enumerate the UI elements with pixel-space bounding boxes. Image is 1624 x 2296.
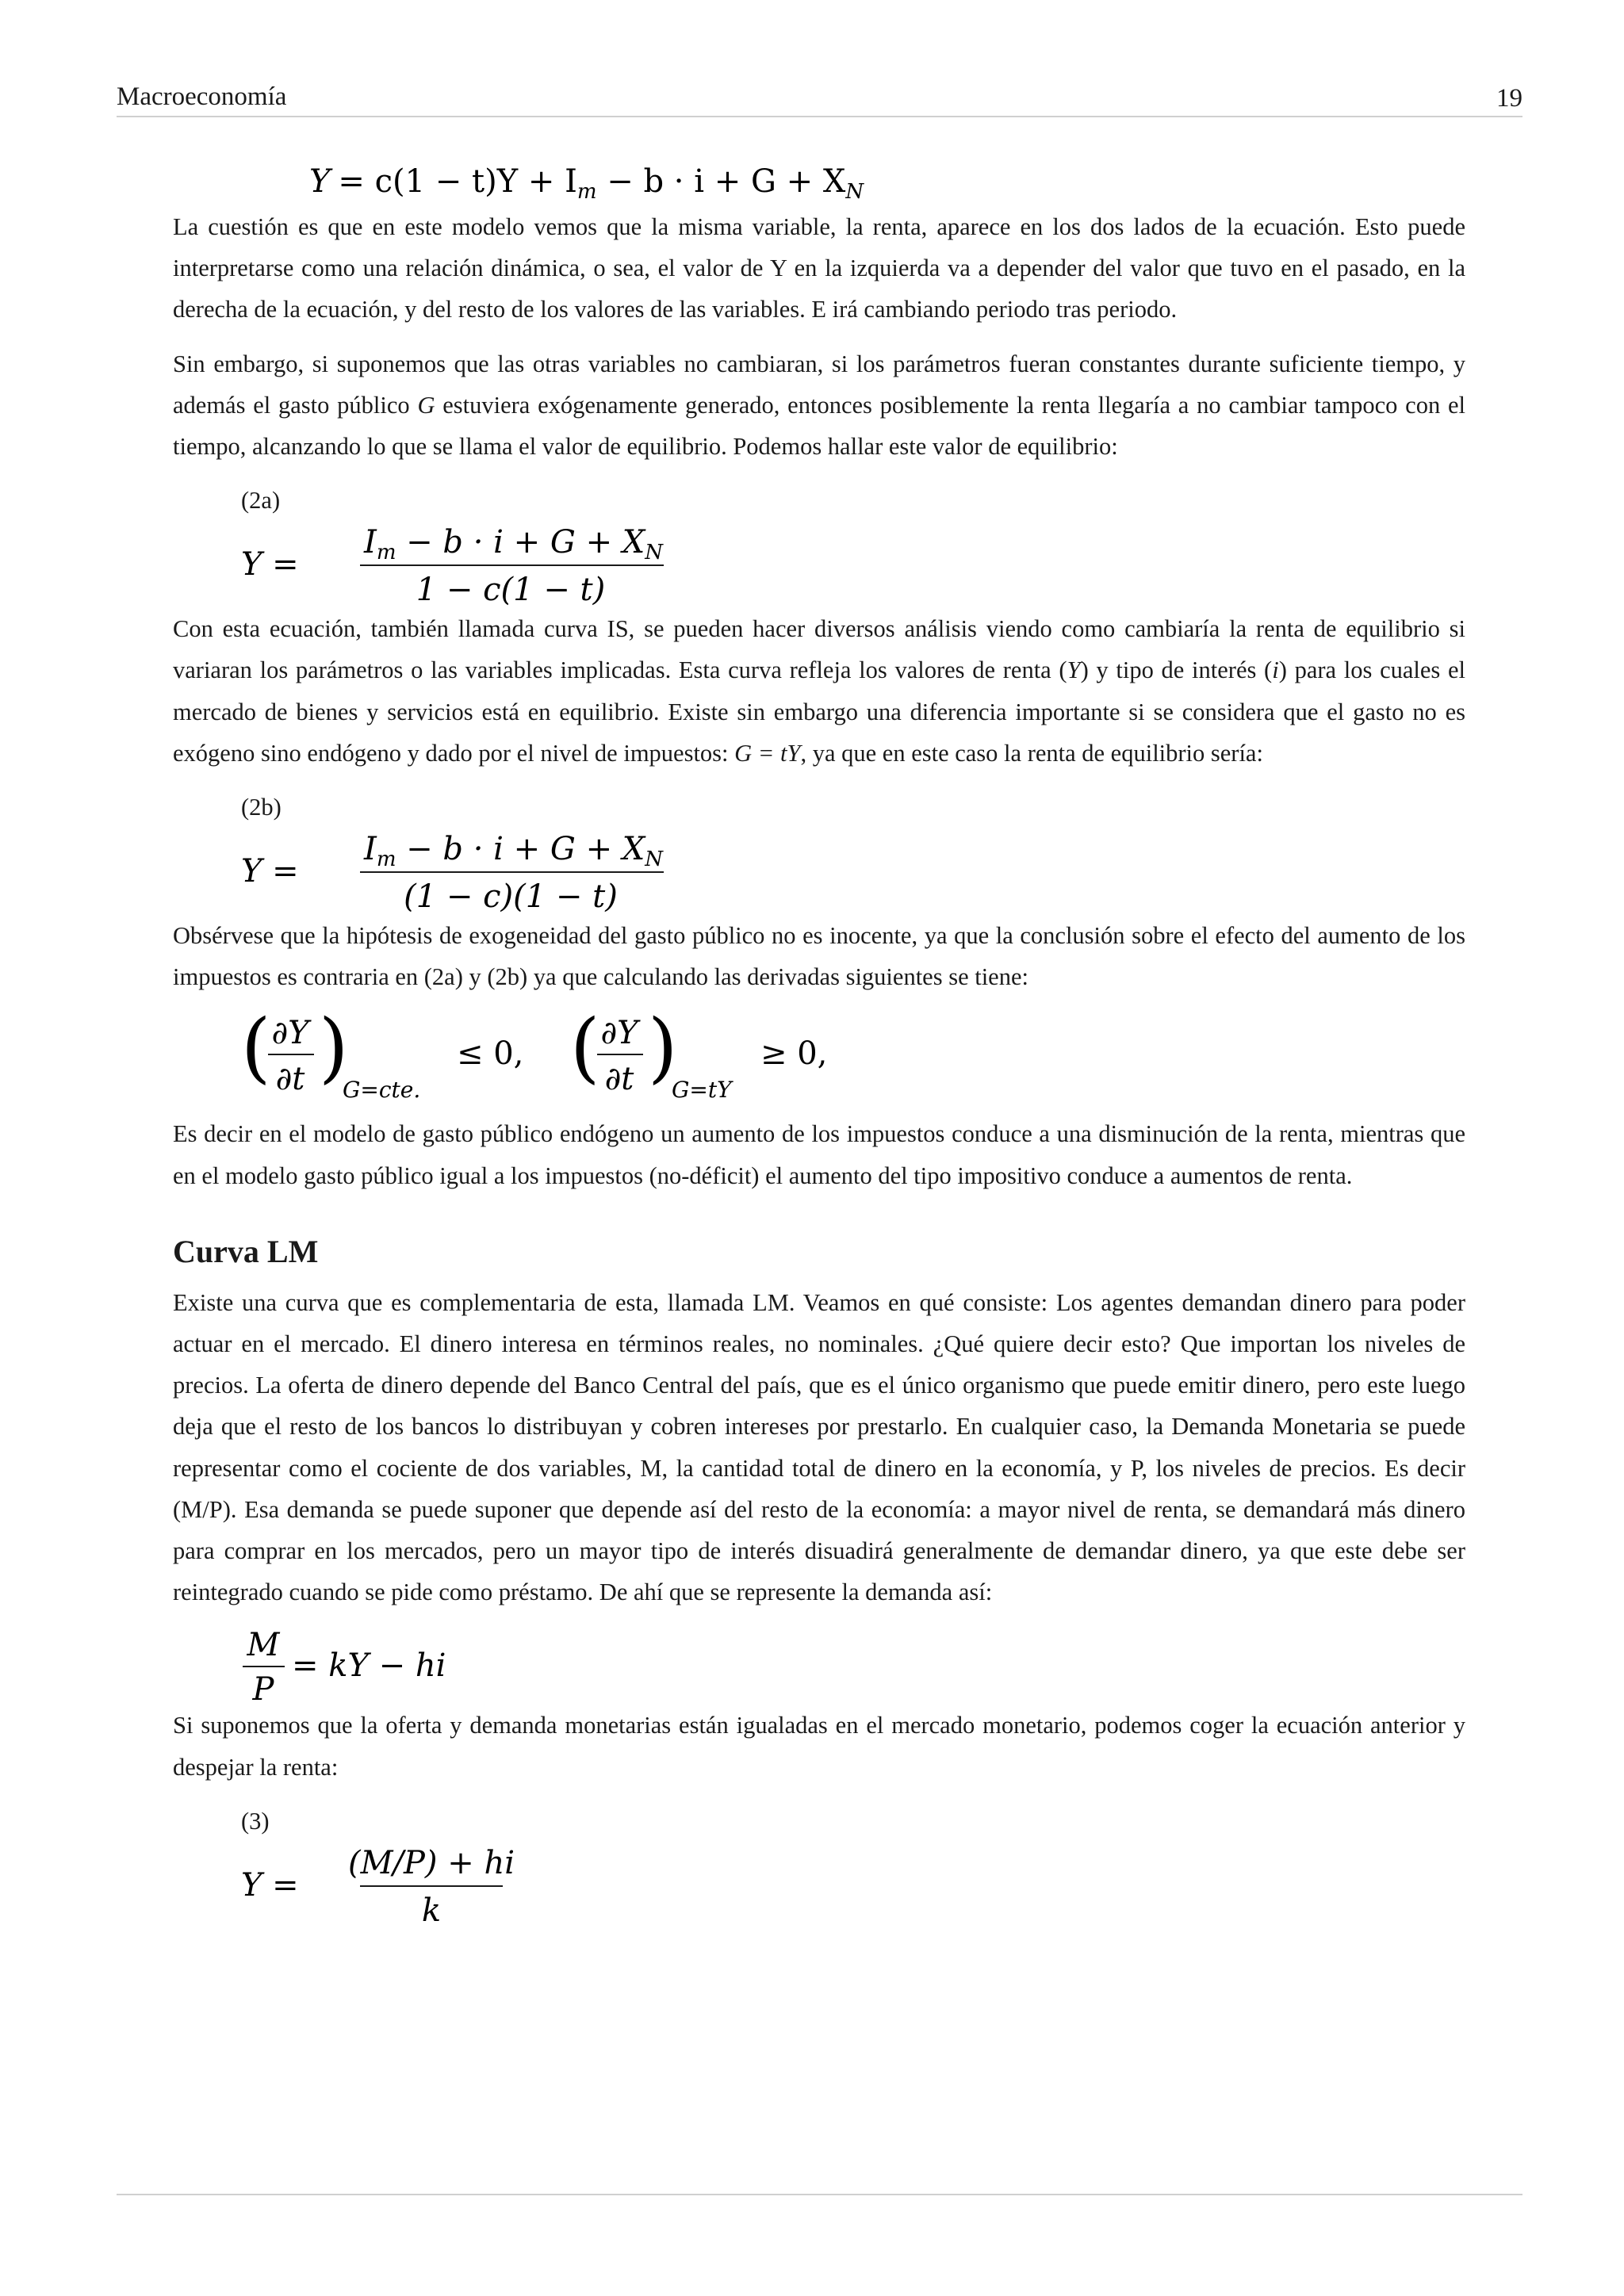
paragraph-is-curve	[173, 608, 1465, 774]
expression-g-ty: G = tY	[734, 739, 801, 767]
svg-text:∂t: ∂t	[275, 1061, 305, 1098]
variable-i: i	[1272, 656, 1279, 684]
equation-income-dynamic	[173, 159, 1465, 206]
svg-text:P: P	[252, 1671, 274, 1705]
equation-2a	[173, 521, 1465, 608]
equation-label-2b: (2b)	[241, 794, 282, 821]
svg-text:(: (	[570, 1010, 600, 1093]
svg-text:Y= c(1 − t)Y + Im − b · i + G: $Y = c(1 - t)Y + I_m - b \cdot i + G + X_N$	[309, 163, 864, 204]
svg-text:(M/P) + hi: (M/P) + hi	[347, 1844, 515, 1881]
svg-text:Y =: Y =	[241, 1866, 299, 1904]
svg-text:): )	[319, 1010, 349, 1093]
equation-2b	[173, 828, 1465, 915]
svg-text:Y =: Y =	[241, 853, 299, 890]
paragraph-dynamic-relation: La cuestión es que en este modelo vemos que la misma variable, la renta, aparece en los dos lados de la ecuación. Esto puede interpretarse como una relación dinámica, o sea, el valor de Y en la izquierda va a depender del valor que tuvo en el pasado, en la derecha de la ecuación, y del resto de los valores de las variables. E irá cambiando periodo tras periodo.	[173, 213, 1465, 323]
equation-money-demand	[173, 1625, 1465, 1705]
svg-text:1 − c(1 − t): 1 − c(1 − t)	[416, 572, 606, 609]
equation-svg	[241, 1010, 1034, 1113]
svg-text:): )	[648, 1010, 678, 1093]
variable-g: G	[417, 391, 435, 419]
section-heading-curva-lm: Curva LM	[173, 1233, 319, 1269]
paragraph-tax-conclusion: Es decir en el modelo de gasto público endógeno un aumento de los impuestos conduce a una disminución de la renta, mientras que en el modelo gasto público igual a los impuestos (no-déficit) el aumento del tipo impositivo conduce a aumentos de renta.	[173, 1120, 1465, 1189]
page-body	[173, 159, 1465, 1929]
svg-text:= kY − hi: = kY − hi	[292, 1647, 446, 1685]
text-run: ) y tipo de interés (	[1080, 656, 1273, 684]
svg-text:(: (	[241, 1010, 271, 1093]
svg-text:k: k	[421, 1892, 442, 1929]
equation-label-3: (3)	[241, 1807, 270, 1835]
variable-y: Y	[1067, 656, 1081, 684]
svg-text:Im − b · i + G + XN: $I_m - b \cdot i + G + X_N$	[364, 524, 664, 565]
footer-rule	[117, 2194, 1522, 2195]
text-run: Con esta ecuación, también llamada curva IS, se pueden hacer diversos análisis viendo como cambiaría la renta de equilibrio si variaran los parámetros o las variables implicadas. Esta curva refleja los valores de renta (	[173, 615, 1465, 684]
svg-text:∂Y: ∂Y	[600, 1015, 638, 1052]
paragraph-lm-curve: Existe una curva que es complementaria de esta, llamada LM. Veamos en qué consiste: Los agentes demandan dinero para poder actuar en el mercado. El dinero interesa en términos reales, no nominales. ¿Qué quiere decir esto? Que importan los niveles de precios. La oferta de dinero depende del Banco Central del país, que es el único organismo que puede emitir dinero, pero este luego deja que el resto de los bancos lo distribuyan y cobren intereses por prestarlo. En cualquier caso, la Demanda Monetaria se puede representar como el cociente de dos variables, M, la cantidad total de dinero en la economía, y P, los niveles de precios. Es decir (M/P). Esa demanda se puede suponer que depende así del resto de la economía: a mayor nivel de renta, se demandará más dinero para comprar en los mercados, pero un mayor tipo de interés disuadirá generalmente de demandar dinero, ya que este debe ser reintegrado cuando se pide como préstamo. De ahí que se represente la demanda así:	[173, 1288, 1465, 1606]
paragraph-equilibrium-intro	[173, 343, 1465, 468]
equation-3	[173, 1842, 1465, 1929]
equation-derivatives	[173, 1010, 1465, 1113]
header-rule	[117, 116, 1522, 117]
page-number: 19	[1496, 84, 1522, 113]
equation-svg	[241, 828, 796, 915]
svg-text:Im − b · i + G + XN: $I_m - b \cdot i + G + X_N$	[364, 831, 664, 872]
svg-text:∂Y: ∂Y	[271, 1015, 309, 1052]
text-run: , ya que en este caso la renta de equilibrio sería:	[800, 739, 1263, 767]
svg-text:∂t: ∂t	[604, 1061, 634, 1098]
equation-svg	[241, 1842, 796, 1929]
equation-svg	[241, 521, 796, 608]
equation-svg	[241, 1625, 796, 1705]
text-run: Sin embargo, si suponemos que las otras variables no cambiaran, si los parámetros fueran constantes durante suficiente tiempo, y además el gasto público	[173, 350, 1465, 419]
svg-text:≥ 0,: ≥ 0,	[760, 1035, 828, 1073]
svg-text:G=tY: G=tY	[672, 1077, 732, 1104]
text-run: ) para los cuales el mercado de bienes y servicios está en equilibrio. Existe sin embargo una diferencia importante si se considera que el gasto no es exógeno sino endógeno y dado por el nivel de impuestos:	[173, 656, 1465, 767]
equation-svg	[241, 159, 875, 206]
paragraph-exogeneity: Obsérvese que la hipótesis de exogeneidad del gasto público no es inocente, ya que la conclusión sobre el efecto del aumento de los impuestos es contraria en (2a) y (2b) ya que calculando las derivadas siguientes se tiene:	[173, 922, 1465, 991]
svg-text:≤ 0,: ≤ 0,	[457, 1035, 524, 1073]
text-run: estuviera exógenamente generado, entonces posiblemente la renta llegaría a no cambiar tampoco con el tiempo, alcanzando lo que se llama el valor de equilibrio. Podemos hallar este valor de equilibrio:	[173, 391, 1465, 461]
equation-label-2a: (2a)	[241, 487, 281, 515]
svg-text:G=cte.: G=cte.	[343, 1077, 421, 1104]
paragraph-money-equilibrium: Si suponemos que la oferta y demanda monetarias están igualadas en el mercado monetario, podemos coger la ecuación anterior y despejar la renta:	[173, 1712, 1465, 1781]
svg-text:(1 − c)(1 − t): (1 − c)(1 − t)	[404, 878, 618, 916]
running-title: Macroeconomía	[117, 82, 287, 111]
svg-text:Y =: Y =	[241, 546, 299, 584]
svg-text:M: M	[247, 1627, 280, 1664]
